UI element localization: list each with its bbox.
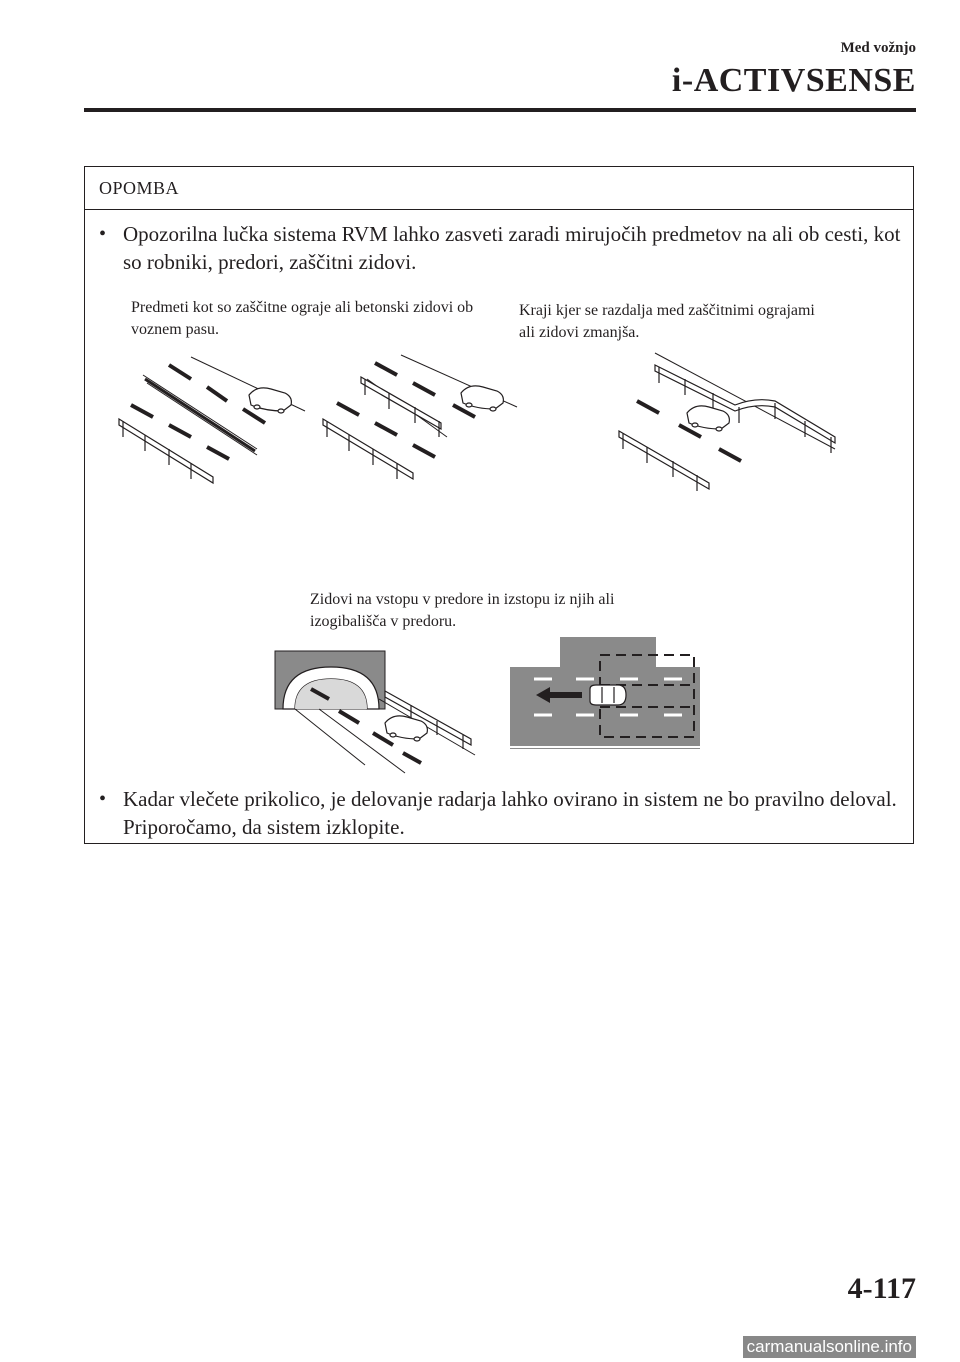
tunnel-layby-illustration bbox=[510, 637, 700, 749]
bullet-icon: • bbox=[99, 223, 107, 245]
header-title: i-ACTIVSENSE bbox=[671, 62, 916, 99]
tunnel-illustration bbox=[275, 651, 475, 781]
watermark: carmanualsonline.info bbox=[743, 1336, 916, 1358]
note-label: OPOMBA bbox=[99, 178, 180, 198]
note-header bbox=[85, 167, 913, 210]
bullet-text-trailer: Kadar vlečete prikolico, je delovanje radarja lahko ovirano in sistem ne bo pravilno deloval. Priporočamo, da sistem izklopite. bbox=[123, 787, 897, 839]
note-box bbox=[84, 166, 914, 844]
caption-narrowing: Kraji kjer se razdalja med zaščitnimi ograjami ali zidovi zmanjša. bbox=[519, 302, 815, 341]
header-section: Med vožnjo bbox=[840, 40, 916, 56]
page-number: 4-117 bbox=[847, 1272, 916, 1305]
road-wall-illustration bbox=[115, 355, 305, 490]
caption-guardrails: Predmeti kot so zaščitne ograje ali betonski zidovi ob voznem pasu. bbox=[131, 299, 474, 338]
road-guardrails-illustration bbox=[317, 353, 517, 493]
header-rule bbox=[84, 108, 916, 112]
caption-tunnels: Zidovi na vstopu v predore in izstopu iz njih ali izogibališča v predoru. bbox=[310, 591, 615, 630]
bullet-icon: • bbox=[99, 788, 107, 810]
bullet-text-rvm: Opozorilna lučka sistema RVM lahko zasveti zaradi mirujočih predmetov na ali ob cesti, kot so robniki, predori, zaščitni zidovi. bbox=[123, 222, 901, 274]
road-narrowing-illustration bbox=[615, 353, 845, 503]
